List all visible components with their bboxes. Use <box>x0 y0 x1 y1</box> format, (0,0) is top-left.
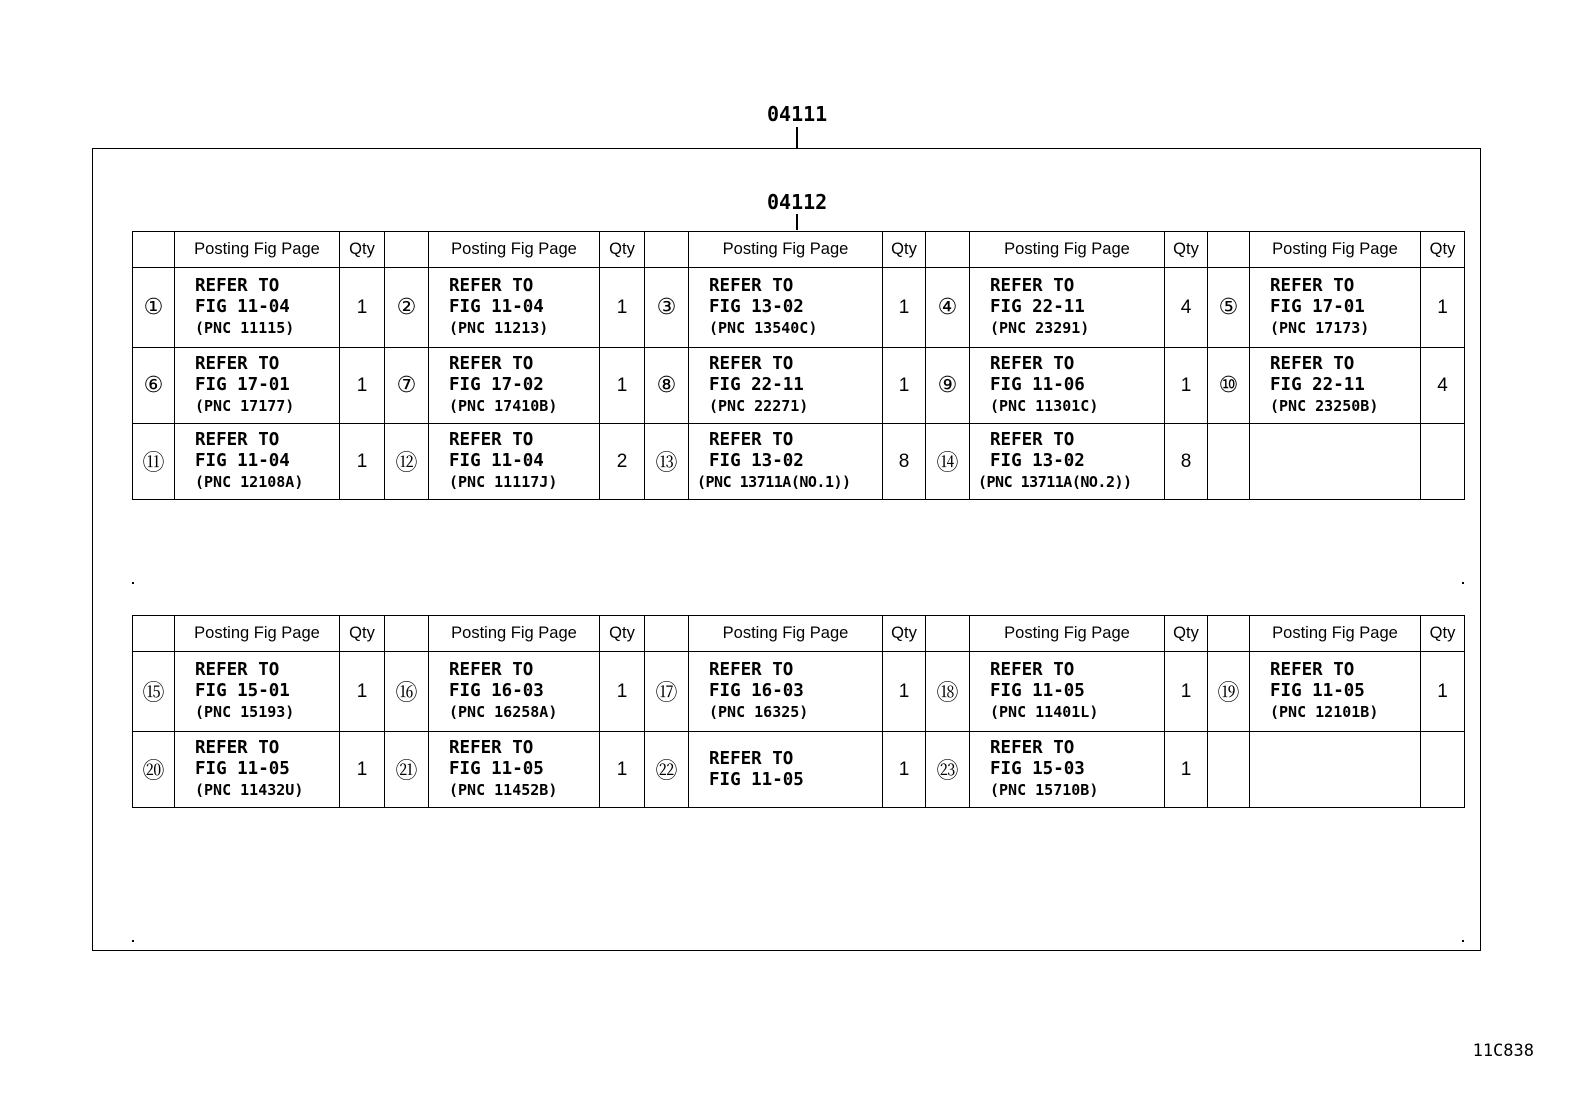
header-posting: Posting Fig Page <box>1250 232 1421 268</box>
header-num <box>1208 232 1250 268</box>
quantity: 1 <box>1421 652 1465 732</box>
refer-to-text: REFER TO <box>1270 276 1355 296</box>
label-04112: 04112 <box>767 190 828 214</box>
pnc-code: (PNC 11301C) <box>990 397 1099 415</box>
corner-dot <box>1462 940 1464 942</box>
header-posting: Posting Fig Page <box>175 232 340 268</box>
refer-to-text: REFER TO <box>990 430 1075 450</box>
refer-to-text: REFER TO <box>449 354 534 374</box>
item-number: ⑫ <box>385 424 429 500</box>
fig-reference: FIG 13-02 <box>709 297 804 317</box>
header-posting: Posting Fig Page <box>175 616 340 652</box>
header-posting: Posting Fig Page <box>970 616 1165 652</box>
item-number: ⑦ <box>385 348 429 424</box>
quantity: 8 <box>883 424 926 500</box>
corner-dot <box>132 582 134 584</box>
posting-fig-page <box>175 424 340 500</box>
header-num <box>645 232 689 268</box>
item-number: ⑬ <box>645 424 689 500</box>
refer-to-text: REFER TO <box>449 660 534 680</box>
header-num <box>385 232 429 268</box>
item-number <box>1208 732 1250 808</box>
header-posting: Posting Fig Page <box>429 616 600 652</box>
refer-to-text: REFER TO <box>709 430 794 450</box>
fig-reference: FIG 13-02 <box>990 451 1085 471</box>
fig-reference: FIG 11-05 <box>449 759 544 779</box>
pnc-code: (PNC 17173) <box>1270 319 1370 337</box>
quantity: 1 <box>1165 348 1208 424</box>
quantity: 1 <box>883 732 926 808</box>
fig-reference: FIG 11-06 <box>990 375 1085 395</box>
pnc-code: (PNC 11401L) <box>990 703 1099 721</box>
fig-reference: FIG 16-03 <box>709 681 804 701</box>
pnc-code: (PNC 23291) <box>990 319 1090 337</box>
fig-reference: FIG 13-02 <box>709 451 804 471</box>
posting-fig-page <box>970 732 1165 808</box>
quantity: 1 <box>600 732 645 808</box>
item-number: ⑳ <box>133 732 175 808</box>
pnc-code: (PNC 11452B) <box>449 781 558 799</box>
header-qty: Qty <box>340 232 385 268</box>
item-number <box>1208 424 1250 500</box>
pnc-code: (PNC 12101B) <box>1270 703 1379 721</box>
item-number: ⑯ <box>385 652 429 732</box>
header-posting: Posting Fig Page <box>689 232 883 268</box>
fig-reference: FIG 22-11 <box>709 375 804 395</box>
pnc-code: (PNC 11213) <box>449 319 549 337</box>
header-num <box>1208 616 1250 652</box>
item-number: ② <box>385 268 429 348</box>
item-number: ⑥ <box>133 348 175 424</box>
posting-fig-page <box>970 348 1165 424</box>
refer-to-text: REFER TO <box>990 738 1075 758</box>
refer-to-text: REFER TO <box>195 738 280 758</box>
item-number: ⑩ <box>1208 348 1250 424</box>
posting-fig-page <box>175 652 340 732</box>
item-number: ⑲ <box>1208 652 1250 732</box>
quantity: 8 <box>1165 424 1208 500</box>
quantity: 1 <box>883 268 926 348</box>
header-num <box>645 616 689 652</box>
quantity: 1 <box>883 652 926 732</box>
item-number: ⑰ <box>645 652 689 732</box>
fig-reference: FIG 11-04 <box>449 297 544 317</box>
corner-dot <box>1462 582 1464 584</box>
pnc-code: (PNC 15193) <box>195 703 295 721</box>
item-number: ③ <box>645 268 689 348</box>
quantity: 1 <box>600 348 645 424</box>
table-header-row <box>133 616 1465 652</box>
quantity: 1 <box>600 652 645 732</box>
fig-reference: FIG 22-11 <box>1270 375 1365 395</box>
posting-fig-page <box>970 268 1165 348</box>
fig-reference: FIG 11-05 <box>195 759 290 779</box>
quantity: 1 <box>340 424 385 500</box>
posting-fig-page <box>689 268 883 348</box>
posting-fig-page <box>1250 268 1421 348</box>
refer-to-text: REFER TO <box>195 276 280 296</box>
item-number: ⑨ <box>926 348 970 424</box>
quantity: 1 <box>1165 652 1208 732</box>
quantity: 4 <box>1421 348 1465 424</box>
table-header-row <box>133 232 1465 268</box>
header-qty: Qty <box>600 232 645 268</box>
posting-fig-page <box>970 652 1165 732</box>
header-num <box>385 616 429 652</box>
table-row <box>133 732 1465 808</box>
posting-fig-page <box>429 652 600 732</box>
refer-to-text: REFER TO <box>1270 354 1355 374</box>
header-qty: Qty <box>1165 616 1208 652</box>
item-number: ⑤ <box>1208 268 1250 348</box>
header-posting: Posting Fig Page <box>970 232 1165 268</box>
posting-fig-page <box>689 424 883 500</box>
posting-fig-page <box>175 348 340 424</box>
posting-fig-page <box>175 732 340 808</box>
fig-reference: FIG 15-03 <box>990 759 1085 779</box>
pnc-code: (PNC 17177) <box>195 397 295 415</box>
header-posting: Posting Fig Page <box>1250 616 1421 652</box>
pnc-code: (PNC 16258A) <box>449 703 558 721</box>
quantity: 2 <box>600 424 645 500</box>
item-number: ㉑ <box>385 732 429 808</box>
header-posting: Posting Fig Page <box>689 616 883 652</box>
fig-reference: FIG 15-01 <box>195 681 290 701</box>
table-row <box>133 348 1465 424</box>
posting-fig-page <box>429 732 600 808</box>
fig-reference: FIG 11-05 <box>990 681 1085 701</box>
header-num <box>926 232 970 268</box>
refer-to-text: REFER TO <box>990 354 1075 374</box>
leader-line-outer <box>796 127 798 148</box>
item-number: ⑱ <box>926 652 970 732</box>
item-number: ⑮ <box>133 652 175 732</box>
fig-reference: FIG 17-01 <box>195 375 290 395</box>
item-number: ① <box>133 268 175 348</box>
header-qty: Qty <box>1165 232 1208 268</box>
quantity: 1 <box>883 348 926 424</box>
header-qty: Qty <box>340 616 385 652</box>
quantity: 1 <box>600 268 645 348</box>
leader-line-inner <box>796 214 798 230</box>
pnc-code: (PNC 16325) <box>709 703 809 721</box>
fig-reference: FIG 17-01 <box>1270 297 1365 317</box>
refer-to-text: REFER TO <box>195 660 280 680</box>
header-posting: Posting Fig Page <box>429 232 600 268</box>
posting-fig-page <box>689 348 883 424</box>
quantity: 1 <box>340 732 385 808</box>
fig-reference: FIG 16-03 <box>449 681 544 701</box>
quantity <box>1421 732 1465 808</box>
item-number: ㉒ <box>645 732 689 808</box>
parts-table-1 <box>132 231 1465 500</box>
item-number: ⑪ <box>133 424 175 500</box>
label-04111: 04111 <box>767 102 828 126</box>
refer-to-text: REFER TO <box>1270 660 1355 680</box>
refer-to-text: REFER TO <box>195 430 280 450</box>
pnc-code: (PNC 17410B) <box>449 397 558 415</box>
table-row <box>133 424 1465 500</box>
posting-fig-page <box>1250 348 1421 424</box>
figure-code: 11C838 <box>1472 1041 1534 1061</box>
quantity: 1 <box>340 268 385 348</box>
posting-fig-page <box>689 652 883 732</box>
pnc-code: (PNC 11115) <box>195 319 295 337</box>
item-number: ⑭ <box>926 424 970 500</box>
posting-fig-page <box>1250 652 1421 732</box>
posting-fig-page <box>1250 424 1421 500</box>
pnc-code: (PNC 22271) <box>709 397 809 415</box>
pnc-code: (PNC 11117J) <box>449 473 558 491</box>
refer-to-text: REFER TO <box>709 748 794 769</box>
header-qty: Qty <box>883 232 926 268</box>
header-qty: Qty <box>1421 616 1465 652</box>
header-num <box>133 616 175 652</box>
refer-to-text: REFER TO <box>449 276 534 296</box>
corner-dot <box>132 940 134 942</box>
header-num <box>926 616 970 652</box>
pnc-code: (PNC 15710B) <box>990 781 1099 799</box>
header-num <box>133 232 175 268</box>
header-qty: Qty <box>600 616 645 652</box>
quantity: 1 <box>340 348 385 424</box>
pnc-code: (PNC 12108A) <box>195 473 304 491</box>
item-number: ㉓ <box>926 732 970 808</box>
posting-fig-page <box>429 348 600 424</box>
fig-reference: FIG 11-04 <box>449 451 544 471</box>
table-row <box>133 652 1465 732</box>
quantity: 1 <box>340 652 385 732</box>
posting-fig-page <box>970 424 1165 500</box>
fig-reference: FIG 11-04 <box>195 297 290 317</box>
pnc-code: (PNC 23250B) <box>1270 397 1379 415</box>
posting-fig-page <box>429 424 600 500</box>
posting-fig-page <box>1250 732 1421 808</box>
refer-to-text: REFER TO <box>449 738 534 758</box>
refer-to-text: REFER TO <box>449 430 534 450</box>
refer-to-text: REFER TO <box>990 276 1075 296</box>
item-number: ⑧ <box>645 348 689 424</box>
parts-table-2 <box>132 615 1465 808</box>
header-qty: Qty <box>1421 232 1465 268</box>
pnc-code: (PNC 13711A(NO.1)) <box>697 473 851 491</box>
refer-to-text: REFER TO <box>709 660 794 680</box>
refer-to-text: REFER TO <box>709 276 794 296</box>
quantity: 4 <box>1165 268 1208 348</box>
item-number: ④ <box>926 268 970 348</box>
fig-reference: FIG 11-05 <box>709 769 804 790</box>
fig-reference: FIG 11-04 <box>195 451 290 471</box>
table-row <box>133 268 1465 348</box>
quantity: 1 <box>1165 732 1208 808</box>
fig-reference: FIG 17-02 <box>449 375 544 395</box>
refer-to-text: REFER TO <box>709 354 794 374</box>
refer-to-text: REFER TO <box>990 660 1075 680</box>
posting-fig-page <box>175 268 340 348</box>
fig-reference: FIG 22-11 <box>990 297 1085 317</box>
header-qty: Qty <box>883 616 926 652</box>
pnc-code: (PNC 11432U) <box>195 781 304 799</box>
pnc-code: (PNC 13540C) <box>709 319 818 337</box>
refer-to-text: REFER TO <box>195 354 280 374</box>
posting-fig-page <box>429 268 600 348</box>
quantity: 1 <box>1421 268 1465 348</box>
pnc-code: (PNC 13711A(NO.2)) <box>978 473 1132 491</box>
fig-reference: FIG 11-05 <box>1270 681 1365 701</box>
posting-fig-page <box>689 732 883 808</box>
quantity <box>1421 424 1465 500</box>
